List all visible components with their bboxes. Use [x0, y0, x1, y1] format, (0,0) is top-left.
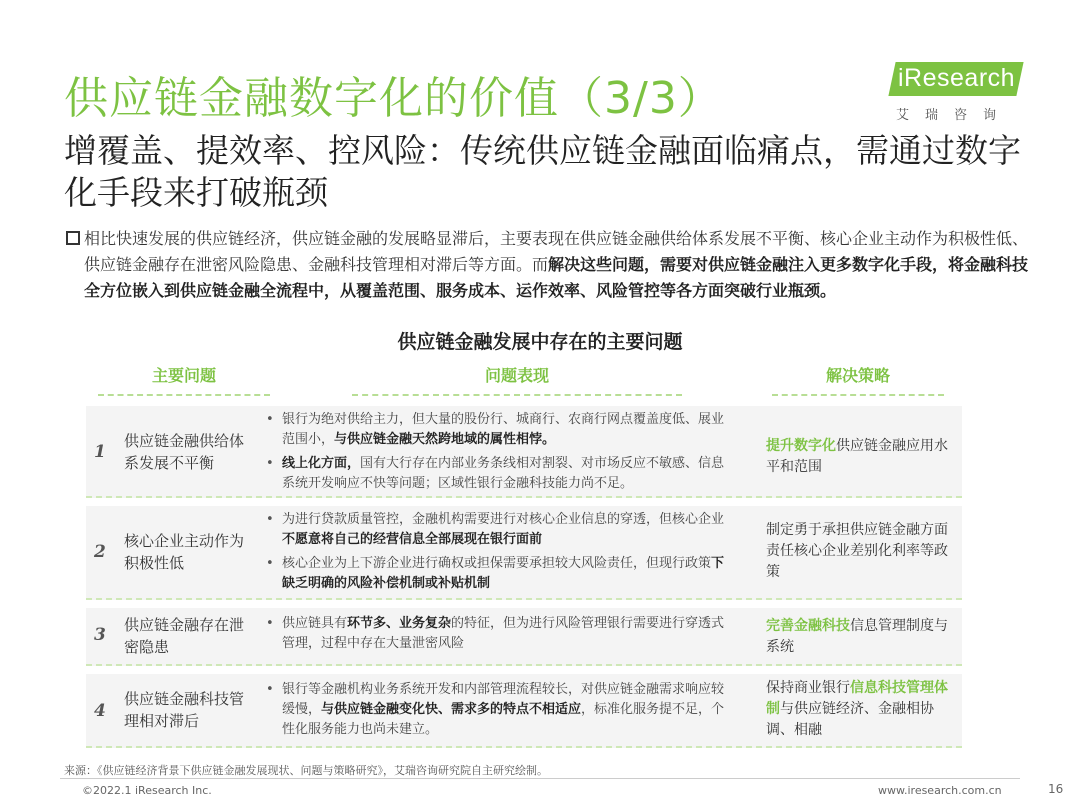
solution-text: 保持商业银行 [766, 680, 850, 696]
row-problem: 核心企业主动作为积极性低 [124, 532, 245, 572]
bullet-text: 国有大行存在内部业务条线相对割裂、对市场反应不敏感、信息系统开发响应不快等问题；区域性银行金融科技能力尚不足。 [282, 456, 725, 491]
page-number: 16 [1048, 782, 1064, 796]
bullet-text: 的特征，但为进行风险管理银行需要进行穿透式管理，过程中存在大量泄密风险 [282, 616, 725, 651]
bullet-text-bold: 与供应链金融天然跨地域的属性相悖。 [334, 432, 556, 447]
column-header-manifestation: 问题表现 [352, 363, 682, 396]
bullet-text: ，标准化服务提不足，个性化服务能力也尚未建立。 [282, 702, 725, 737]
bullet-text-bold: 与供应链金融变化快、需求多的特点不相适应 [321, 702, 582, 717]
solution-text: 供应链金融应用水平和范围 [766, 438, 948, 475]
row-description [264, 614, 734, 658]
logo-subtext: 艾瑞咨询 [896, 108, 1013, 123]
solution-text: 与供应链经济、金融相协调、相融 [766, 701, 934, 738]
source-note: 来源：《供应链经济背景下供应链金融发展现状、问题与策略研究》，艾瑞咨询研究院自主研究绘制。 [64, 764, 548, 777]
bullet-text-bold: 下缺乏明确的风险补偿机制或补贴机制 [282, 556, 725, 591]
bullet-text-bold: 环节多、业务复杂 [347, 616, 452, 631]
table-row [86, 506, 962, 600]
bullet-text-bold: 线上化方面， [282, 456, 361, 471]
bullet-text: 核心企业为上下游企业进行确权或担保需要承担较大风险责任，但现行政策 [282, 556, 712, 571]
description-bullet [264, 510, 734, 550]
bullet-text: 供应链具有 [282, 616, 348, 631]
intro-paragraph [66, 226, 1031, 304]
copyright: ©2022.1 iResearch Inc. [82, 784, 212, 797]
page-title: 供应链金融数字化的价值（3/3） [64, 73, 723, 124]
solution-text: 信息管理制度与系统 [766, 618, 948, 655]
description-bullet [264, 410, 734, 450]
solution-highlight: 完善金融科技 [766, 618, 850, 634]
bullet-text: 为进行贷款质量管控，金融机构需要进行对核心企业信息的穿透，但核心企业 [282, 512, 725, 527]
bullet-text: 银行等金融机构业务系统开发和内部管理流程较长，对供应链金融需求响应较缓慢， [282, 682, 725, 717]
row-description [264, 510, 734, 598]
solution-highlight: 信息科技管理体制 [766, 680, 948, 717]
row-problem: 供应链金融供给体系发展不平衡 [124, 432, 245, 472]
row-number: 2 [94, 542, 106, 562]
column-header-problem: 主要问题 [98, 363, 270, 396]
row-solution: 制定勇于承担供应链金融方面责任核心企业差别化利率等政策 [766, 522, 948, 580]
iresearch-logo [892, 58, 1032, 128]
page-subtitle: 增覆盖、提效率、控风险：传统供应链金融面临痛点，需通过数字化手段来打破瓶颈 [64, 131, 1021, 212]
row-description [264, 680, 734, 744]
row-number: 4 [94, 701, 106, 721]
row-solution [766, 436, 956, 478]
bullet-square-icon [66, 231, 80, 245]
footer-divider [60, 778, 1020, 779]
solution-highlight: 提升数字化 [766, 438, 836, 454]
intro-text-bold: 解决这些问题，需要对供应链金融注入更多数字化手段，将金融科技全方位嵌入到供应链金融全流程中，从覆盖范围、服务成本、运作效率、风险管控等各方面突破行业瓶颈。 [84, 255, 1029, 300]
row-problem: 供应链金融存在泄密隐患 [124, 616, 245, 656]
row-number: 1 [94, 442, 106, 462]
intro-text-plain: 相比快速发展的供应链经济，供应链金融的发展略显滞后，主要表现在供应链金融供给体系发展不平衡、核心企业主动作为积极性低、供应链金融存在泄密风险隐患、金融科技管理相对滞后等方面。而 [84, 229, 1029, 274]
logo-text: iResearch [898, 64, 1016, 92]
bullet-text-bold: 不愿意将自己的经营信息全部展现在银行面前 [282, 532, 543, 547]
footer-url-link[interactable]: www.iresearch.com.cn [878, 784, 1002, 797]
description-bullet [264, 614, 734, 654]
row-description [264, 410, 734, 498]
table-title: 供应链金融发展中存在的主要问题 [397, 331, 683, 353]
description-bullet [264, 680, 734, 740]
description-bullet [264, 454, 734, 494]
intro-text [66, 226, 1031, 304]
row-solution [766, 616, 956, 658]
row-solution [766, 678, 956, 741]
table-row [86, 674, 962, 748]
bullet-text: 银行为绝对供给主力，但大量的股份行、城商行、农商行网点覆盖度低、展业范围小， [282, 412, 725, 447]
row-number: 3 [94, 625, 106, 645]
column-header-strategy: 解决策略 [772, 363, 944, 396]
description-bullet [264, 554, 734, 594]
row-problem: 供应链金融科技管理相对滞后 [124, 690, 245, 730]
table-row [86, 406, 962, 498]
table-row [86, 608, 962, 666]
